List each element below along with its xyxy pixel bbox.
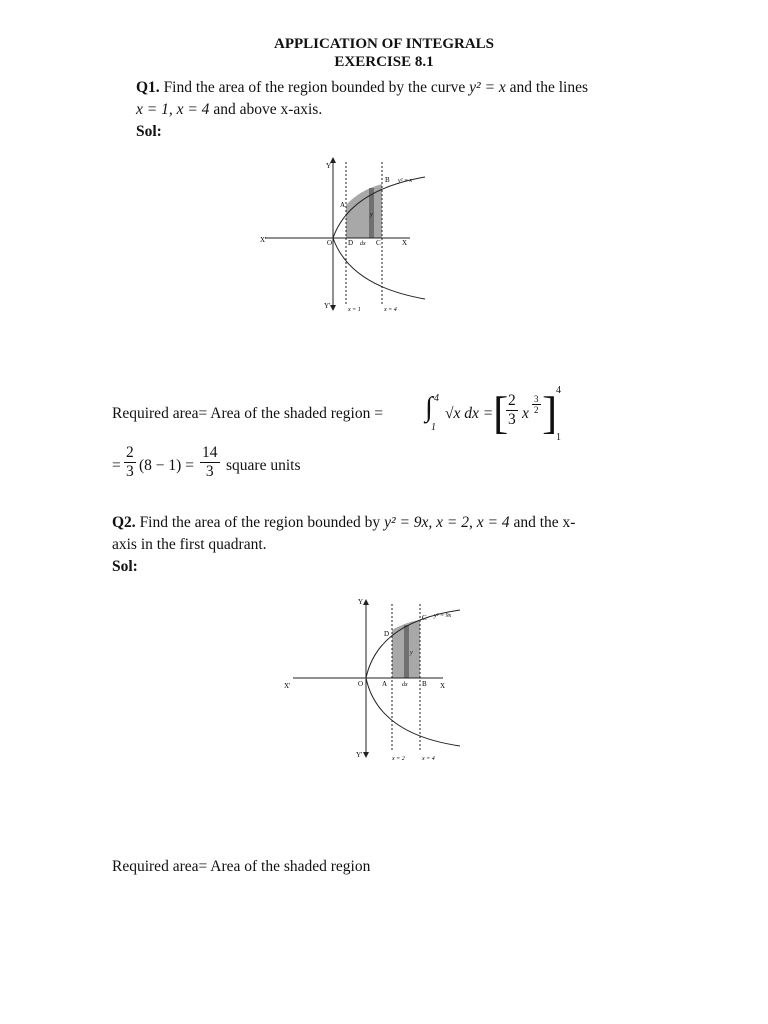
page-title: APPLICATION OF INTEGRALS xyxy=(273,36,495,52)
q2-question xyxy=(112,512,672,556)
q2-text-b: and the x- xyxy=(513,514,576,531)
q2-lbl-o: O xyxy=(358,680,364,688)
q2-text-a: Find the area of the region bounded by xyxy=(139,514,381,531)
q1-lbl-c: C xyxy=(376,239,381,247)
q2-lbl-line2: x = 4 xyxy=(422,756,435,762)
q1-sol: Sol: xyxy=(136,123,162,140)
q1-label: Q1. xyxy=(136,79,160,96)
q2-figure xyxy=(278,592,468,767)
q2-eq: y² = 9x, x = 2, x = 4 xyxy=(384,514,510,531)
q1-power-den: 2 xyxy=(534,405,539,415)
q1-lbl-dx: dx xyxy=(360,241,366,247)
q1-text-b: and the lines xyxy=(509,79,589,96)
q2-lbl-dx: dx xyxy=(402,682,408,688)
q1-curve: y² = x xyxy=(469,79,506,96)
q1-int-lower: 1 xyxy=(431,422,436,433)
q1-question xyxy=(136,77,696,121)
q1-text-c: and above x-axis. xyxy=(213,101,323,118)
q2-req-eq: = Area of the shaded region xyxy=(198,858,371,875)
q1-solution-line1 xyxy=(112,385,712,448)
q1-line2-eq: = xyxy=(112,457,121,474)
q2-lbl-b: B xyxy=(422,680,427,688)
q1-result-frac xyxy=(200,444,220,481)
q1-result-num: 14 xyxy=(202,444,218,461)
q2-lbl-curve: y² = 9x xyxy=(434,613,452,619)
q1-eval-upper: 4 xyxy=(556,385,561,396)
q1-lbl-line1: x = 1 xyxy=(348,307,361,313)
q1-line2-frac-den: 3 xyxy=(126,463,134,480)
q2-strip xyxy=(404,625,409,678)
q1-lbl-curve: y² = x xyxy=(398,178,413,184)
q2-lbl-ystrip: y xyxy=(410,650,413,656)
q1-lbl-xp: X' xyxy=(260,236,267,244)
q2-lbl-c: C xyxy=(422,614,427,622)
q1-frac-num: 2 xyxy=(508,392,516,409)
q1-frac xyxy=(506,392,518,429)
q1-lbl-a: A xyxy=(340,201,346,209)
q1-lbl-o: O xyxy=(327,239,333,247)
q2-text-c: axis in the first quadrant. xyxy=(112,536,267,553)
q1-lbl-line2: x = 4 xyxy=(384,307,397,313)
q1-bracket-left: [ xyxy=(493,387,509,438)
q1-req-eq: = Area of the shaded region = xyxy=(198,405,383,422)
exercise-title: EXERCISE 8.1 xyxy=(334,54,434,70)
q2-req-label: Required area xyxy=(112,858,199,875)
q1-power xyxy=(532,394,541,415)
q1-result-den: 3 xyxy=(205,463,214,480)
q1-eval-lower: 1 xyxy=(556,432,561,443)
q1-lines: x = 1, x = 4 xyxy=(136,101,210,118)
q1-integral-sign: ∫ xyxy=(425,392,433,423)
q1-solution-line2 xyxy=(112,444,512,488)
q2-lbl-y: Y xyxy=(358,598,364,606)
q1-req-label: Required area xyxy=(112,405,199,422)
q1-bracket-right: ] xyxy=(542,387,558,438)
q1-lbl-d: D xyxy=(348,239,354,247)
q2-lbl-yp: Y' xyxy=(356,751,363,759)
q1-line2-frac-num: 2 xyxy=(126,444,134,461)
q2-lbl-x: X xyxy=(440,682,446,690)
q1-lbl-x: X xyxy=(402,239,408,247)
q1-text-a: Find the area of the region bounded by the curve xyxy=(163,79,466,96)
q1-figure xyxy=(250,150,430,320)
q2-lbl-d: D xyxy=(384,630,390,638)
q1-power-num: 3 xyxy=(534,394,539,404)
q1-lbl-ystrip: y xyxy=(370,212,373,218)
q1-lbl-b: B xyxy=(385,176,390,184)
q1-line2-frac xyxy=(124,444,136,481)
q2-lbl-a: A xyxy=(382,680,388,688)
q2-lbl-line1: x = 2 xyxy=(392,756,405,762)
q2-sol: Sol: xyxy=(112,558,138,575)
q2-solution-line1 xyxy=(112,858,370,876)
q1-int-upper: 4 xyxy=(434,393,439,404)
q1-lbl-y: Y xyxy=(326,162,332,170)
q1-units: square units xyxy=(226,457,301,474)
q2-label: Q2. xyxy=(112,514,136,531)
q1-lbl-yp: Y' xyxy=(324,302,331,310)
q1-power-var: x xyxy=(522,405,529,422)
q1-line2-mid: (8 − 1) = xyxy=(139,457,194,474)
q2-lbl-xp: X' xyxy=(284,682,291,690)
q1-frac-den: 3 xyxy=(508,411,516,428)
q1-integrand: √x dx = xyxy=(445,405,494,422)
